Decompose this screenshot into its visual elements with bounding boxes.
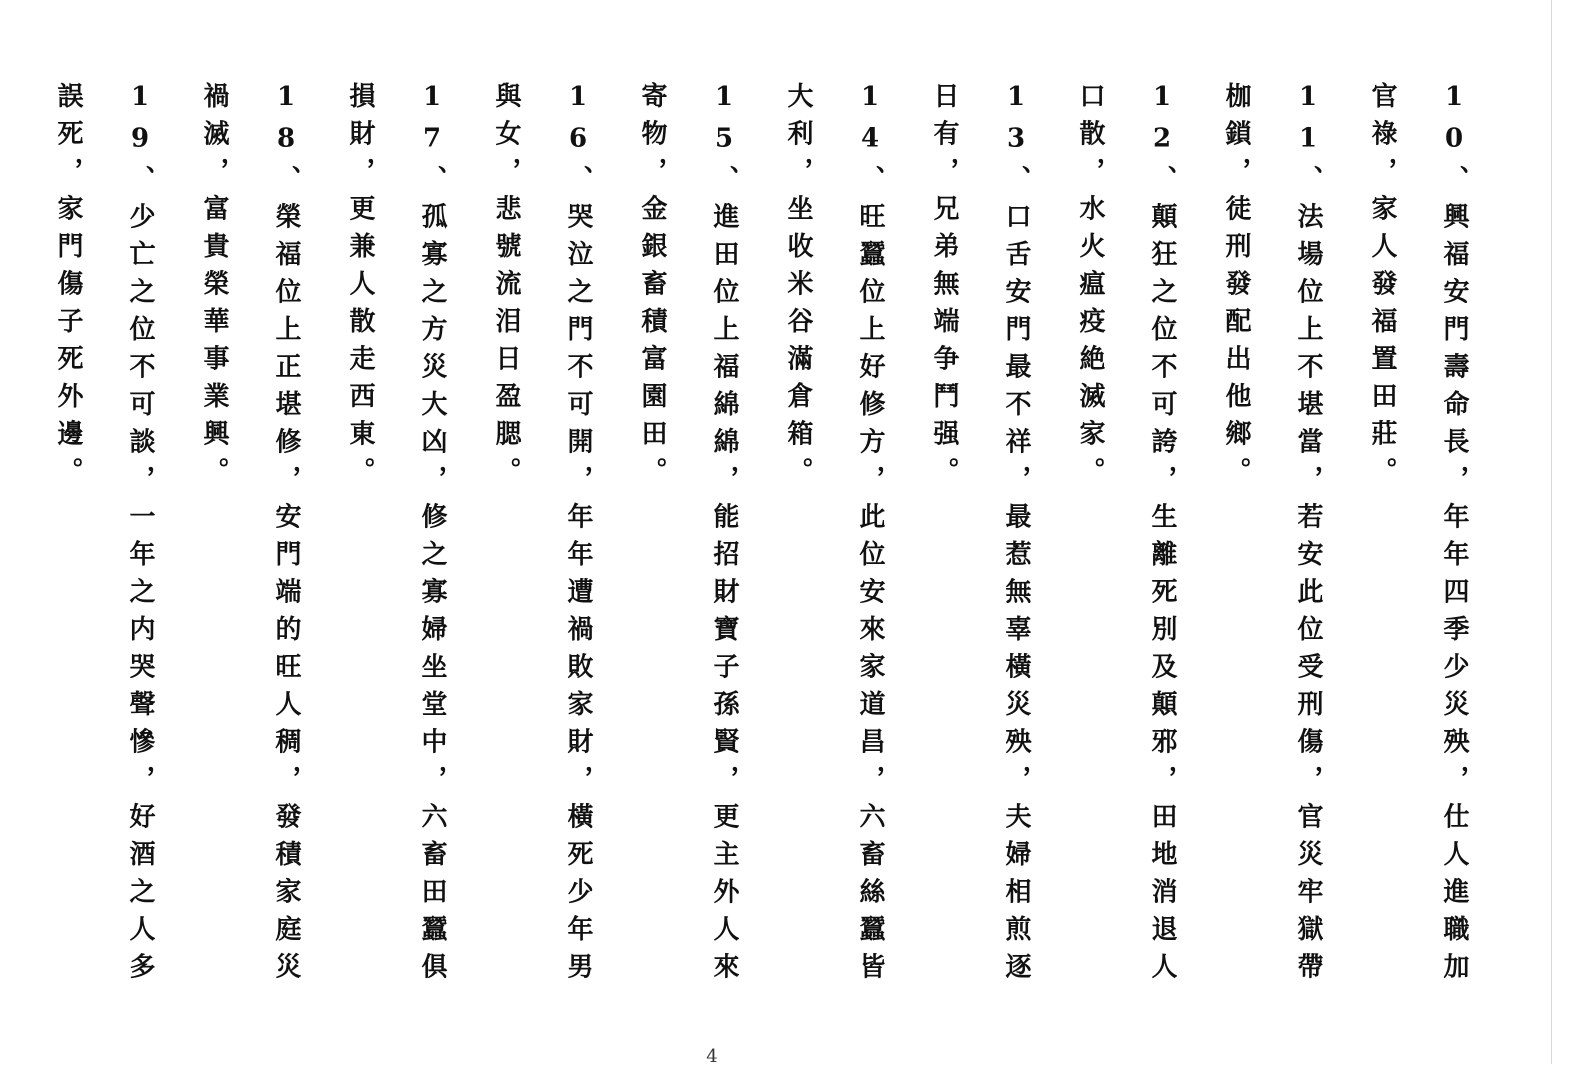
text-column-20: 誤死，家門傷子死外邊。 (53, 82, 83, 495)
text-column-15: 17、孤寡之方災大凶，修之寡婦坐堂中，六畜田蠶俱 (417, 82, 447, 990)
text-column-17: 18、榮福位上正堪修，安門端的旺人稠，發積家庭災 (271, 82, 301, 990)
text-column-19: 19、少亡之位不可談，一年之内哭聲慘，好酒之人多 (125, 82, 155, 990)
text-column-1: 10、興福安門壽命長，年年四季少災殃，仕人進職加 (1439, 82, 1469, 990)
text-column-16: 損財，更兼人散走西東。 (345, 82, 375, 495)
text-column-18: 禍滅，富貴榮華事業興。 (199, 82, 229, 495)
text-column-13: 16、哭泣之門不可開，年年遭禍敗家財，橫死少年男 (563, 82, 593, 990)
text-column-10: 大利，坐收米谷滿倉箱。 (783, 82, 813, 495)
text-column-7: 13、口舌安門最不祥，最惹無辜橫災殃，夫婦相煎逐 (1001, 82, 1031, 990)
text-column-3: 11、法場位上不堪當，若安此位受刑傷，官災牢獄帶 (1293, 82, 1323, 990)
text-column-2: 官祿，家人發福置田莊。 (1367, 82, 1397, 495)
text-column-11: 15、進田位上福綿綿，能招財寶子孫賢，更主外人來 (709, 82, 739, 990)
text-column-8: 日有，兄弟無端争鬥强。 (929, 82, 959, 495)
text-column-4: 枷鎖，徒刑發配出他鄉。 (1221, 82, 1251, 495)
text-column-9: 14、旺蠶位上好修方，此位安來家道昌，六畜絲蠶皆 (855, 82, 885, 990)
page-edge-line (1551, 0, 1552, 1064)
text-column-12: 寄物，金銀畜積富園田。 (637, 82, 667, 495)
page-number: 4 (706, 1046, 718, 1067)
text-column-5: 12、顛狂之位不可誇，生離死別及顛邪，田地消退人 (1147, 82, 1177, 990)
text-column-14: 與女，悲號流泪日盈腮。 (491, 82, 521, 495)
text-column-6: 口散，水火瘟疫絶滅家。 (1075, 82, 1105, 495)
